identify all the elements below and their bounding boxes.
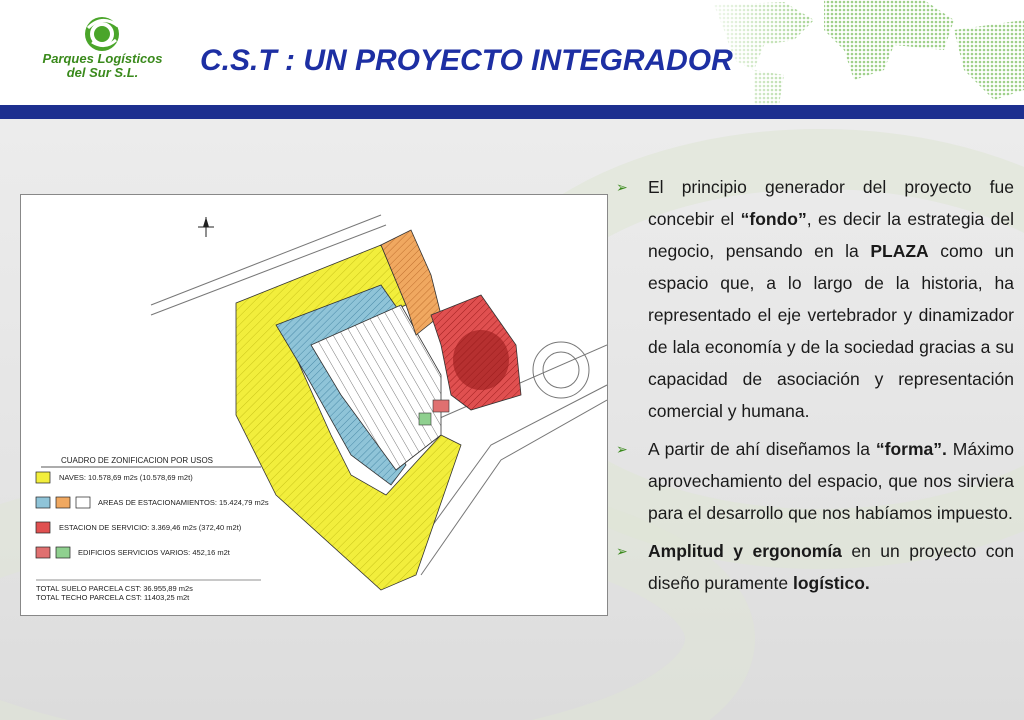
legend-swatch xyxy=(36,547,50,558)
bullet-arrow-icon: ➢ xyxy=(616,543,628,559)
header xyxy=(0,0,1024,105)
legend-label: ESTACION DE SERVICIO: 3.369,46 m2s (372,40 m2t) xyxy=(59,523,242,532)
logo-line2: del Sur S.L. xyxy=(66,65,139,80)
bullet-text-segment: A partir de ahí diseñamos la xyxy=(648,439,876,459)
legend-title: CUADRO DE ZONIFICACION POR USOS xyxy=(61,456,214,465)
bullet-item xyxy=(616,433,1014,529)
bullet-text-segment: Amplitud y ergonomía xyxy=(648,541,842,561)
site-plan-svg xyxy=(21,195,607,615)
header-divider-bar xyxy=(0,105,1024,119)
bullet-text-segment: PLAZA xyxy=(870,241,929,261)
bullet-list xyxy=(616,171,1014,605)
company-logo xyxy=(30,14,175,84)
total-techo: TOTAL TECHO PARCELA CST: 11403,25 m2t xyxy=(36,593,190,602)
legend-swatch xyxy=(56,547,70,558)
bullet-arrow-icon: ➢ xyxy=(616,441,628,457)
bullet-text-segment: en un proyecto con diseño puramente xyxy=(648,541,1015,593)
logo-line1: Parques Logísticos xyxy=(42,51,163,66)
legend-swatch xyxy=(76,497,90,508)
legend-swatch xyxy=(36,497,50,508)
bullet-text-segment: logístico. xyxy=(792,573,870,593)
bullet-text-segment: , es decir la estrategia del negocio, pensando en la xyxy=(648,209,1014,261)
bullet-text-segment: Máximo aprovechamiento del espacio, que nos sirviera para el desarrollo que nos habíamos impuesto. xyxy=(648,439,1014,523)
legend-label: AREAS DE ESTACIONAMIENTOS: 15.424,79 m2s xyxy=(98,498,269,507)
site-plan-drawing xyxy=(20,194,608,616)
north-arrow-icon xyxy=(198,217,214,237)
bullet-item xyxy=(616,535,1014,599)
legend-swatch xyxy=(36,472,50,483)
bullet-text-segment: El principio generador del proyecto fue concebir el xyxy=(648,177,1014,229)
world-map-graphic xyxy=(694,0,1024,105)
bullet-item xyxy=(616,171,1014,427)
total-suelo: TOTAL SUELO PARCELA CST: 36.955,89 m2s xyxy=(36,584,193,593)
logo-text xyxy=(30,52,175,80)
bullet-text-segment: “forma”. xyxy=(875,439,947,459)
bullet-arrow-icon: ➢ xyxy=(616,179,628,195)
logo-swirl-icon xyxy=(30,14,175,54)
bullet-text-segment: como un espacio que, a lo largo de la historia, ha representado el eje vertebrador y dinamizador de lala economía y de la sociedad gracias a su capacidad de asociación y representación comercial y humana. xyxy=(648,241,1015,421)
legend-swatch xyxy=(36,522,50,533)
bullet-text-segment: “fondo” xyxy=(740,209,807,229)
legend-label: EDIFICIOS SERVICIOS VARIOS: 452,16 m2t xyxy=(78,548,230,557)
legend-label: NAVES: 10.578,69 m2s (10.578,69 m2t) xyxy=(59,473,193,482)
slide-body xyxy=(0,119,1024,720)
zoning-legend xyxy=(36,456,269,602)
page-title: C.S.T : UN PROYECTO INTEGRADOR xyxy=(200,44,733,77)
legend-swatch xyxy=(56,497,70,508)
